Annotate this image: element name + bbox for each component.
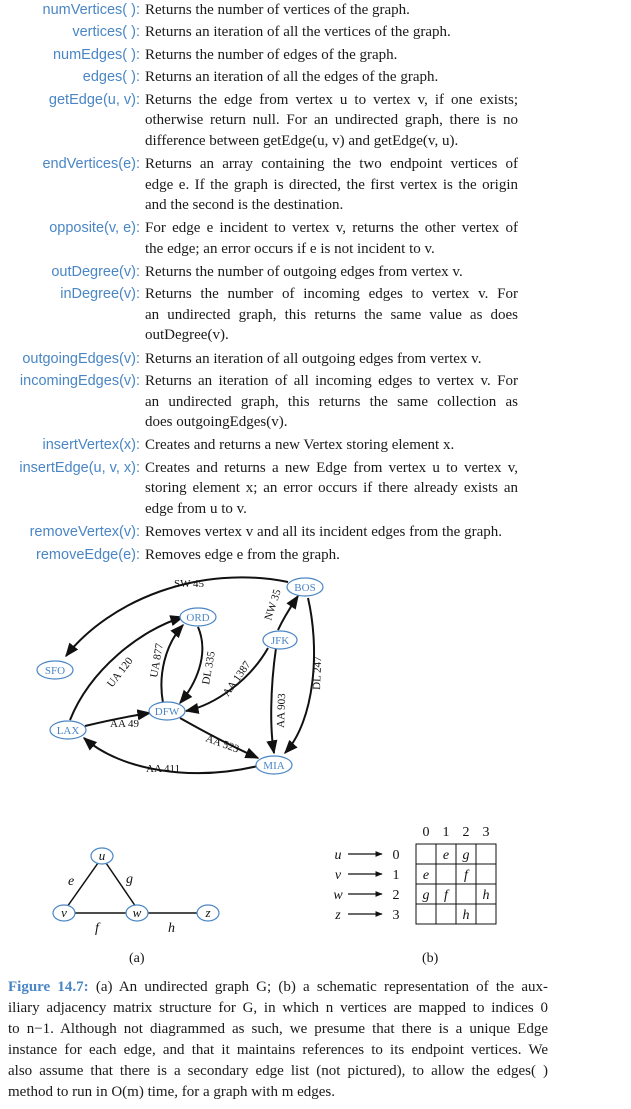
caption-title: Figure 14.7: [8, 979, 89, 995]
caption-line: iliary adjacency matrix structure for G, in which n vertices are mapped to indices 0 [8, 1000, 548, 1016]
vertex-z [197, 905, 219, 921]
vertex-v [53, 905, 75, 921]
undirected-graph-a [40, 835, 280, 965]
edge-label: AA 411 [146, 763, 181, 775]
edge-label: AA 903 [275, 693, 289, 729]
matrix-rows [333, 848, 399, 923]
figure-caption [8, 977, 548, 1103]
flight-vertices [37, 578, 323, 774]
vertex-label: v [61, 905, 67, 920]
edge-dl335 [180, 627, 202, 703]
vertex-bos [287, 578, 323, 596]
method-row [0, 22, 631, 43]
edge-label-h: h [168, 921, 175, 936]
vertex-ord [180, 608, 216, 626]
matrix-grid [416, 844, 496, 924]
description-line: Creates and returns a new Vertex storing element x. [145, 437, 455, 454]
caption-line: method to run in O(m) time, for a graph with m edges. [8, 1084, 336, 1100]
col-index: 1 [442, 825, 450, 840]
description-line: edge from u to v. [145, 500, 247, 517]
edge-aa1387 [186, 648, 268, 711]
edge-ua877 [161, 625, 183, 703]
description-line: an undirected graph, this returns the same value as does [145, 306, 518, 323]
method-name: numEdges( ): [52, 46, 140, 63]
description-line: and the second is the destination. [145, 197, 344, 213]
description-line: Removes vertex v and all its incident edges from the graph. [145, 524, 502, 541]
vertex-label: SFO [44, 665, 66, 677]
method-row [0, 349, 631, 370]
method-name: insertEdge(u, v, x): [19, 459, 140, 476]
method-description [145, 218, 518, 259]
method-row [0, 545, 631, 566]
description-line: Returns an iteration of all the edges of the graph. [145, 69, 439, 86]
method-name: numVertices( ): [42, 2, 140, 18]
vertex-label: DFW [154, 706, 180, 718]
method-description [145, 522, 518, 543]
method-row [0, 154, 631, 217]
description-line: storing element x; an error occurs if there already exists an [145, 480, 518, 497]
description-line: Creates and returns a new Edge from vertex u to vertex v, [145, 459, 518, 476]
method-description [145, 154, 518, 216]
method-description [145, 545, 518, 566]
method-description [145, 0, 518, 21]
edge-label: DL 335 [200, 650, 218, 686]
method-name: vertices( ): [72, 24, 140, 41]
vertex-jfk [263, 631, 297, 649]
row-index: 1 [392, 868, 400, 883]
method-row [0, 90, 631, 153]
method-name: edges( ): [82, 69, 140, 86]
method-name: outgoingEdges(v): [22, 350, 140, 367]
description-line: Returns the number of outgoing edges from vertex v. [145, 263, 463, 280]
vertex-label: BOS [294, 582, 316, 594]
description-line: Returns the number of edges of the graph. [145, 46, 398, 63]
caption-line: instance for each edge, and that it maintains references to its endpoint vertices. We [8, 1042, 548, 1058]
description-line: Returns the number of incoming edges to vertex v. For [145, 286, 518, 303]
method-description [145, 262, 518, 283]
adjacency-matrix-b [320, 820, 580, 970]
description-line: outDegree(v). [145, 327, 229, 344]
vertex-w [126, 905, 148, 921]
matrix-cell: f [444, 888, 448, 903]
matrix-cell: g [462, 848, 470, 863]
method-name: outDegree(v): [51, 263, 140, 280]
vertex-label: LAX [56, 725, 80, 737]
matrix-cell: h [462, 908, 470, 923]
edge-label: UA 120 [104, 655, 136, 690]
edge-nw35 [278, 596, 298, 630]
vertex-label: u [98, 848, 106, 863]
method-row [0, 435, 631, 456]
method-name: incomingEdges(v): [19, 373, 140, 389]
method-row [0, 522, 631, 543]
figure-a-label: (a) [129, 951, 145, 965]
method-name: getEdge(u, v): [48, 91, 140, 108]
caption-line: to n−1. Although not diagrammed as such, we presume that there is a unique Edge [8, 1021, 548, 1037]
row-index: 3 [392, 908, 400, 923]
edge-label: SW 45 [174, 578, 205, 590]
row-vertex: v [334, 868, 342, 883]
edge-label: DL 247 [311, 656, 325, 691]
col-index: 0 [422, 825, 430, 840]
edge-label: AA 1387 [220, 659, 254, 699]
description-line: Removes edge e from the graph. [145, 546, 340, 563]
edge-label-f: f [95, 921, 99, 936]
edge-label: UA 877 [148, 642, 166, 679]
description-line: Returns an iteration of all the vertices of the graph. [145, 24, 451, 41]
row-vertex: w [333, 888, 343, 903]
edge-label: AA 49 [110, 718, 140, 730]
edge-label-e: e [68, 874, 75, 889]
vertex-dfw [149, 702, 185, 720]
vertex-label: JFK [270, 635, 290, 647]
description-line: difference between getEdge(u, v) and getEdge(v, u). [145, 132, 459, 149]
row-index: 2 [392, 888, 400, 903]
method-row [0, 262, 631, 283]
matrix-column-indices [423, 825, 490, 840]
vertex-label: z [205, 905, 211, 920]
vertex-lax [50, 721, 86, 739]
description-line: does outgoingEdges(v). [145, 414, 288, 430]
row-vertex: z [335, 908, 341, 923]
method-row [0, 218, 631, 260]
description-line: Returns an array containing the two endpoint vertices of [145, 156, 518, 172]
method-name: removeVertex(v): [29, 524, 140, 541]
method-name: removeEdge(e): [36, 546, 140, 563]
col-index: 3 [482, 825, 490, 840]
description-line: otherwise return null. For an undirected graph, there is no [145, 112, 518, 129]
method-name: insertVertex(x): [42, 437, 140, 454]
matrix-cell: e [442, 848, 450, 863]
description-line: an undirected graph, this returns the same collection as [145, 393, 518, 410]
row-index: 0 [392, 848, 400, 863]
description-line: Returns an iteration of all incoming edges to vertex v. For [145, 373, 518, 389]
edge-label-g: g [126, 872, 133, 887]
method-description [145, 349, 518, 370]
description-line: the edge; an error occurs if e is not incident to v. [145, 240, 435, 257]
method-description [145, 67, 518, 88]
matrix-cell: e [422, 868, 430, 883]
vertex-label: w [132, 905, 142, 920]
method-name: endVertices(e): [42, 156, 140, 172]
method-description [145, 90, 518, 152]
vertex-label: MIA [263, 760, 285, 772]
method-row [0, 45, 631, 66]
edge-label: NW 35 [262, 587, 284, 622]
method-row [0, 458, 631, 521]
method-description [145, 284, 518, 346]
edge-dl247 [285, 598, 314, 753]
vertex-sfo [37, 661, 73, 679]
vertex-u [91, 848, 113, 864]
matrix-cell: h [482, 888, 490, 903]
method-description [145, 45, 518, 66]
method-row [0, 284, 631, 347]
description-line: Returns an iteration of all outgoing edges from vertex v. [145, 350, 482, 367]
description-line: For edge e incident to vertex v, returns the other vertex of [145, 220, 518, 237]
row-vertex: u [334, 848, 342, 863]
col-index: 2 [462, 825, 470, 840]
matrix-cell: g [422, 888, 430, 903]
method-row [0, 371, 631, 434]
description-line: Returns the number of vertices of the graph. [145, 2, 410, 18]
method-name: opposite(v, e): [49, 220, 140, 237]
method-description [145, 22, 518, 43]
description-line: Returns the edge from vertex u to vertex v, if one exists; [145, 91, 518, 108]
method-row [0, 0, 631, 21]
caption-line: also assume that there is a secondary edge list (not pictured), to allow the edges( ) [8, 1063, 548, 1079]
description-line: edge e. If the graph is directed, the first vertex is the origin [145, 176, 518, 193]
vertex-label: ORD [186, 612, 210, 624]
caption-line: Figure 14.7: (a) An undirected graph G; (b) a schematic representation of the aux- [8, 979, 549, 995]
method-description [145, 435, 518, 456]
vertex-mia [256, 756, 292, 774]
method-row [0, 67, 631, 88]
figure-b-label: (b) [422, 951, 439, 966]
edge-label: AA 523 [203, 732, 241, 756]
flight-graph [0, 570, 631, 800]
method-description [145, 371, 518, 433]
matrix-cell: f [464, 868, 468, 883]
method-name: inDegree(v): [60, 286, 140, 303]
method-description [145, 458, 518, 520]
